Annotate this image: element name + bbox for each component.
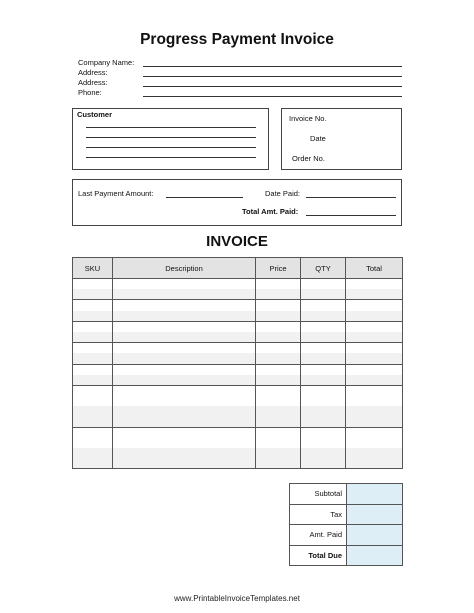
table-row[interactable] [73,353,403,364]
last-payment-field[interactable] [166,197,243,198]
customer-line-2[interactable] [86,137,256,138]
table-row[interactable] [73,332,403,343]
phone-field[interactable] [143,96,402,97]
table-row[interactable] [73,343,403,354]
company-name-label: Company Name: [78,58,135,67]
table-row[interactable] [73,416,403,427]
table-row[interactable] [73,458,403,469]
customer-line-3[interactable] [86,147,256,148]
table-row[interactable] [73,396,403,406]
line-items-table [72,257,403,469]
table-row[interactable] [73,438,403,448]
column-header-total: Total [346,258,403,279]
company-name-field[interactable] [143,66,402,67]
table-row[interactable] [73,375,403,386]
subtotal-value[interactable] [347,484,403,505]
customer-box [72,108,269,170]
tax-value[interactable] [347,504,403,525]
total-paid-field[interactable] [306,215,396,216]
total-due-label: Total Due [290,545,347,566]
last-payment-label: Last Payment Amount: [78,189,154,198]
table-row[interactable] [73,300,403,311]
totals-table [289,483,403,566]
invoice-meta-box [281,108,402,170]
address-field-2[interactable] [143,86,402,87]
address-field-1[interactable] [143,76,402,77]
date-label: Date [310,134,326,143]
table-row[interactable] [73,364,403,375]
table-row[interactable] [73,289,403,300]
customer-line-4[interactable] [86,157,256,158]
total-paid-label: Total Amt. Paid: [242,207,299,216]
table-row[interactable] [73,385,403,396]
date-paid-field[interactable] [306,197,396,198]
column-header-description: Description [113,258,256,279]
invoice-no-label: Invoice No. [289,114,327,123]
order-no-label: Order No. [292,154,325,163]
address-label-2: Address: [78,78,108,87]
column-header-sku: SKU [73,258,113,279]
customer-label: Customer [77,110,113,119]
subtotal-label: Subtotal [290,484,347,505]
table-row[interactable] [73,448,403,458]
invoice-heading: INVOICE [206,233,268,250]
column-header-price: Price [256,258,301,279]
table-row[interactable] [73,321,403,332]
payment-box [72,179,402,226]
total-due-value[interactable] [347,545,403,566]
footer-url: www.PrintableInvoiceTemplates.net [174,594,300,603]
date-paid-label: Date Paid: [265,189,301,198]
customer-line-1[interactable] [86,127,256,128]
page-title: Progress Payment Invoice [140,31,334,48]
column-header-qty: QTY [301,258,346,279]
phone-label: Phone: [78,88,102,97]
amt-paid-value[interactable] [347,525,403,546]
tax-label: Tax [290,504,347,525]
table-row[interactable] [73,406,403,416]
address-label-1: Address: [78,68,108,77]
amt-paid-label: Amt. Paid [290,525,347,546]
table-row[interactable] [73,427,403,438]
table-row[interactable] [73,279,403,290]
table-row[interactable] [73,311,403,322]
